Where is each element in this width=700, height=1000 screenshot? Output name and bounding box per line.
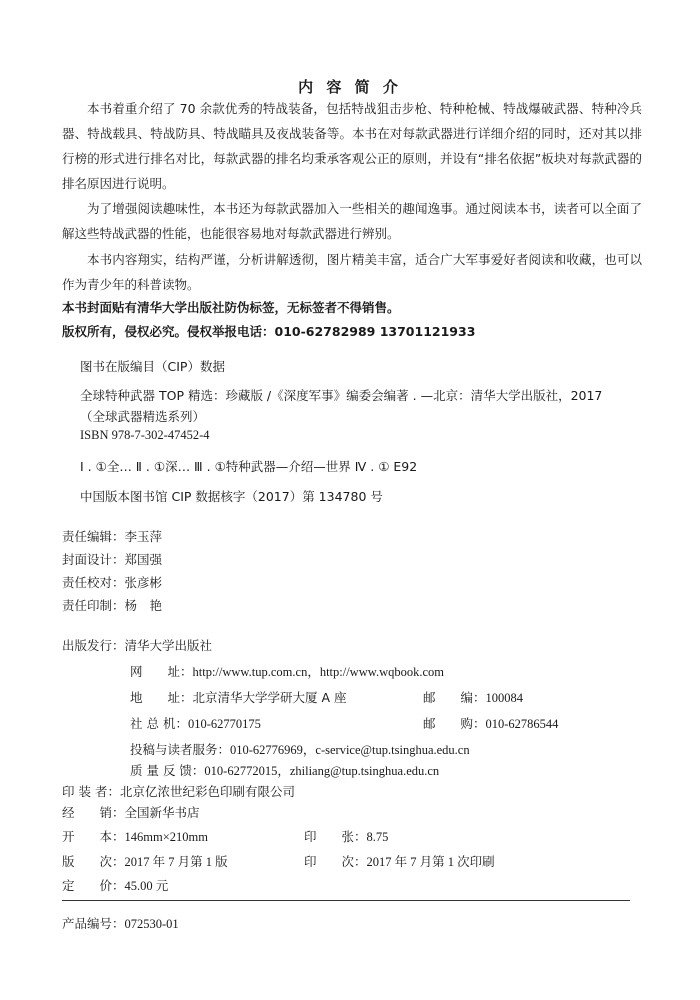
cip-record-line: 全球特种武器 TOP 精选：珍藏版 /《深度军事》编委会编著 . —北京：清华大学出版社，2017 — [80, 388, 603, 403]
cip-isbn: ISBN 978-7-302-47452-4 — [80, 428, 210, 442]
address-label: 地 址： — [130, 690, 193, 705]
staff-row — [62, 573, 162, 591]
summary-paragraph-3: 本书内容翔实，结构严谨，分析讲解透彻，图片精美丰富，适合广大军事爱好者阅读和收藏，也可以作为青少年的科普读物。 — [62, 252, 642, 292]
cip-series: （全球武器精选系列） — [80, 409, 206, 424]
switchboard-row — [130, 714, 261, 732]
switchboard-value: 010-62770175 — [187, 717, 261, 731]
cip-data-record: 中国版本图书馆 CIP 数据核字（2017）第 134780 号 — [80, 489, 383, 504]
postcode-row — [423, 688, 523, 706]
distributor-row — [62, 803, 200, 821]
summary-paragraph-2: 为了增强阅读趣味性，本书还为每款武器加入一些相关的趣闻逸事。通过阅读本书，读者可以全面了解这些特战武器的性能，也能很容易地对每款武器进行辨别。 — [62, 201, 642, 241]
staff-row — [62, 527, 162, 545]
product-code-value: 072530-01 — [124, 917, 179, 931]
distributor-label: 经 销： — [62, 805, 125, 820]
format-value: 146mm×210mm — [124, 830, 208, 844]
impression-label: 印 次： — [304, 854, 367, 869]
submission-row — [130, 740, 470, 758]
sheets-label: 印 张： — [304, 829, 367, 844]
quality-feedback-value: 010-62772015，zhiliang@tup.tsinghua.edu.cn — [204, 764, 440, 778]
publisher-name: 清华大学出版社 — [124, 638, 213, 653]
cip-heading: 图书在版编目（CIP）数据 — [80, 359, 225, 374]
edition-row — [62, 852, 228, 870]
staff-label: 责任校对： — [62, 575, 125, 590]
submission-label: 投稿与读者服务： — [130, 742, 231, 757]
edition-value: 2017 年 7 月第 1 版 — [124, 855, 228, 869]
price-value: 45.00 元 — [124, 879, 169, 893]
sheets-value: 8.75 — [366, 830, 389, 844]
address-row — [130, 688, 347, 706]
staff-value: 郑国强 — [124, 552, 163, 567]
impression-value: 2017 年 7 月第 1 次印刷 — [366, 855, 495, 869]
printer-row — [62, 782, 295, 800]
postcode-value: 100084 — [485, 691, 524, 705]
staff-row — [62, 550, 162, 568]
address-value: 北京清华大学学研大厦 A 座 — [192, 690, 347, 705]
mail-order-row — [423, 714, 558, 732]
format-label: 开 本： — [62, 829, 125, 844]
cip-classification: Ⅰ . ①全… Ⅱ . ①深… Ⅲ . ①特种武器—介绍—世界 Ⅳ . ① E92 — [80, 459, 418, 474]
quality-feedback-row — [130, 761, 439, 779]
postcode-label: 邮 编： — [423, 690, 486, 705]
product-code-label: 产品编号： — [62, 916, 125, 931]
staff-value: 杨 艳 — [124, 598, 163, 613]
printer-value: 北京亿浓世纪彩色印刷有限公司 — [119, 784, 295, 799]
staff-label: 责任编辑： — [62, 529, 125, 544]
switchboard-label: 社 总 机： — [130, 716, 188, 731]
price-row — [62, 876, 168, 894]
mail-order-value: 010-62786544 — [485, 717, 559, 731]
sheets-row — [304, 827, 388, 845]
anti-counterfeit-notice: 本书封面贴有清华大学出版社防伪标签，无标签者不得销售。 — [62, 300, 400, 315]
website-value[interactable]: http://www.tup.com.cn，http://www.wqbook.com — [192, 665, 444, 679]
price-label: 定 价： — [62, 878, 125, 893]
quality-feedback-label: 质 量 反 馈： — [130, 763, 205, 778]
product-code-row — [62, 914, 179, 932]
staff-label: 封面设计： — [62, 552, 125, 567]
staff-value: 李玉萍 — [124, 529, 163, 544]
summary-paragraph-1: 本书着重介绍了 70 余款优秀的特战装备，包括特战狙击步枪、特种枪械、特战爆破武器、特种冷兵器、特战载具、特战防具、特战瞄具及夜战装备等。本书在对每款武器进行详细介绍的同时，还对其以排行榜的形式进行排名对比，每款武器的排名均秉承客观公正的原则，并设有“排名依据”板块对每款武器的排名原因进行说明。 — [62, 101, 642, 191]
format-row — [62, 827, 208, 845]
publisher-row — [62, 636, 212, 654]
summary-title: 内 容 简 介 — [298, 78, 402, 96]
edition-label: 版 次： — [62, 854, 125, 869]
copyright-notice: 版权所有，侵权必究。侵权举报电话：010-62782989 13701121933 — [62, 324, 476, 339]
printer-label: 印 装 者： — [62, 784, 120, 799]
divider-line — [62, 900, 630, 901]
staff-label: 责任印制： — [62, 598, 125, 613]
submission-value: 010-62776969，c-service@tup.tsinghua.edu.cn — [230, 743, 470, 757]
impression-row — [304, 852, 495, 870]
website-label: 网 址： — [130, 664, 193, 679]
distributor-value: 全国新华书店 — [124, 805, 200, 820]
staff-row — [62, 596, 162, 614]
staff-value: 张彦彬 — [124, 575, 163, 590]
website-row — [130, 662, 444, 680]
mail-order-label: 邮 购： — [423, 716, 486, 731]
publisher-label: 出版发行： — [62, 638, 125, 653]
